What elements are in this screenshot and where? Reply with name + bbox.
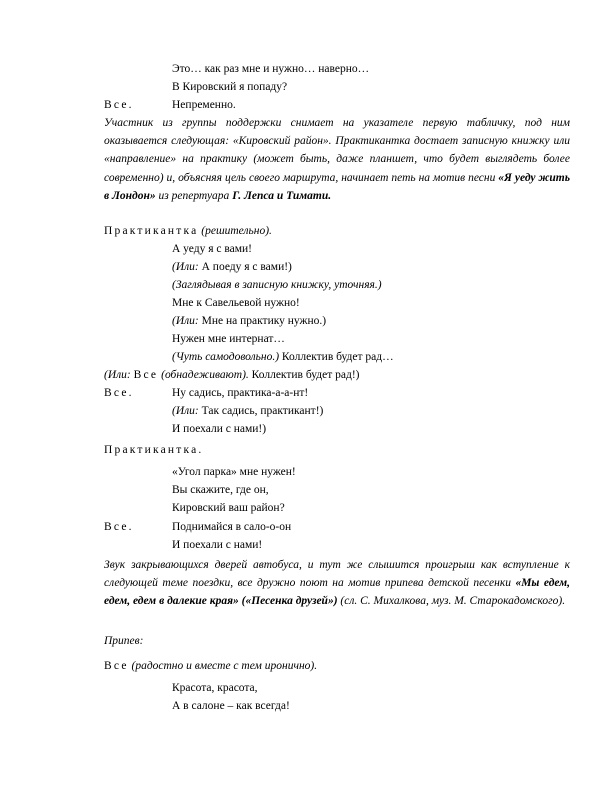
verse-line: Это… как раз мне и нужно… наверно…	[172, 63, 370, 75]
stage-direction: (Или:	[104, 369, 131, 381]
performer-names: Г. Лепса и Тимати.	[232, 189, 332, 202]
speaker-line	[104, 659, 317, 673]
verse-line	[172, 314, 326, 328]
verse-text: Коллектив будет рад…	[279, 351, 394, 363]
verse-line: Красота, красота,	[172, 682, 258, 694]
verse-text: Коллектив будет рад!)	[248, 369, 360, 381]
speaker-label: Практикантка	[104, 225, 199, 237]
verse-line: И поехали с нами!	[172, 539, 263, 551]
stage-direction-text: из репертуара	[155, 189, 233, 202]
verse-line	[172, 404, 323, 418]
stage-direction-paragraph	[104, 114, 570, 205]
verse-line	[172, 260, 292, 274]
speaker-label: Все.	[104, 99, 134, 111]
speaker-label: Все.	[104, 521, 134, 533]
stage-direction: (Или:	[172, 405, 199, 417]
stage-direction: (Или:	[172, 315, 199, 327]
speaker-line	[104, 224, 272, 238]
stage-direction-text: (сл. С. Михалкова, муз. М. Старокадомского).	[337, 595, 566, 608]
song-subtitle: («Песенка друзей»)	[241, 595, 338, 608]
stage-direction: (Чуть самодовольно.)	[172, 351, 280, 363]
verse-line	[172, 350, 394, 364]
verse-line: А уеду я с вами!	[172, 243, 252, 255]
stage-direction: (Заглядывая в записную книжку, уточняя.)	[172, 279, 382, 291]
speaker-label: Все	[104, 660, 129, 672]
stage-direction: (обнадеживают).	[161, 369, 249, 381]
verse-line: «Угол парка» мне нужен!	[172, 466, 296, 478]
verse-line: В Кировский я попаду?	[172, 81, 288, 93]
stage-direction-text: Участник из группы поддержки снимает на указателе первую табличку, под ним оказывается следующая: «Кировский район». Практикантка достает записную книжку или «направление» на практику (может быть, даже планшет, что будет выглядеть более современно) и, объясняя цель своего маршрута, начинает петь на мотив песни	[104, 117, 570, 184]
verse-line: Ну садись, практика-а-а-нт!	[172, 387, 309, 399]
verse-line: Непременно.	[172, 99, 236, 111]
stage-direction: (Или:	[172, 261, 199, 273]
verse-line: Нужен мне интернат…	[172, 333, 285, 345]
verse-line: И поехали с нами!)	[172, 423, 267, 435]
verse-line: А в салоне – как всегда!	[172, 700, 290, 712]
verse-line: Поднимайся в сало-о-он	[172, 521, 292, 533]
stage-direction-paragraph	[104, 556, 570, 611]
speaker-label: Практикантка.	[104, 444, 204, 456]
verse-text: Так садись, практикант!)	[198, 405, 324, 417]
speaker-label: Все	[133, 369, 159, 381]
stage-direction: (радостно и вместе с тем иронично).	[131, 660, 318, 672]
verse-line: Мне к Савельевой нужно!	[172, 297, 300, 309]
verse-line: Вы скажите, где он,	[172, 484, 269, 496]
verse-text: А поеду я с вами!)	[198, 261, 292, 273]
verse-text: Мне на практику нужно.)	[198, 315, 327, 327]
speaker-label: Все.	[104, 387, 134, 399]
verse-line: Кировский ваш район?	[172, 502, 285, 514]
song-title: «Мы едем, едем, едем в далекие края»	[104, 577, 570, 608]
song-title: «Я уеду жить в Лондон»	[104, 171, 570, 202]
stage-direction: (решительно).	[201, 225, 272, 237]
refrain-label: Припев:	[104, 635, 144, 647]
stage-direction-text: Звук закрывающихся дверей автобуса, и тут же слышится проигрыш как вступление к следующей теме поездки, все дружно поют на мотив припева детской песенки	[104, 559, 570, 590]
alt-line	[104, 368, 360, 382]
